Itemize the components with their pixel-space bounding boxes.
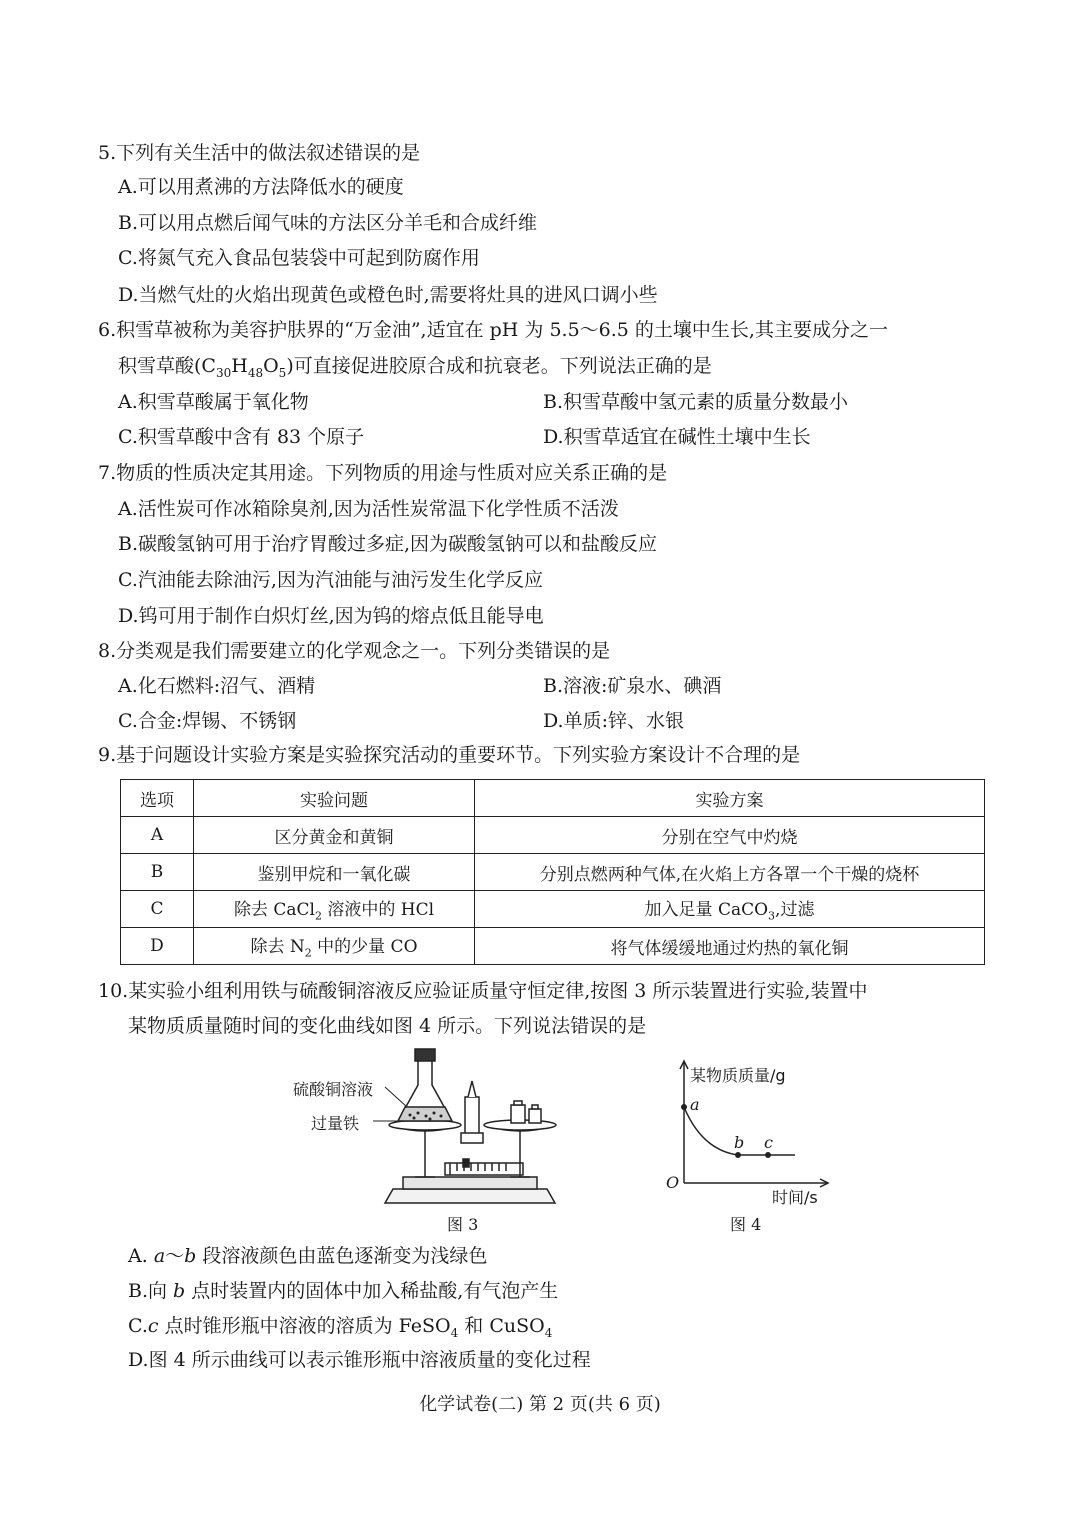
cell-plan: 加入足量 CaCO$_3$,过滤 bbox=[475, 891, 985, 928]
table-header-row bbox=[121, 780, 985, 817]
figure-3 bbox=[285, 1045, 575, 1215]
header-plan: 实验方案 bbox=[475, 780, 985, 817]
label-copper-sulfate-solution: 硫酸铜溶液 bbox=[293, 1080, 374, 1099]
q5-option-b: B.可以用点燃后闻气味的方法区分羊毛和合成纤维 bbox=[118, 212, 538, 234]
q10-option-d: D.图 4 所示曲线可以表示锥形瓶中溶液质量的变化过程 bbox=[128, 1349, 591, 1371]
cell-option: D bbox=[121, 928, 194, 965]
graph-x-label: 时间/s bbox=[772, 1188, 818, 1207]
q9-stem: 9.基于问题设计实验方案是实验探究活动的重要环节。下列实验方案设计不合理的是 bbox=[98, 744, 801, 766]
q9-table bbox=[120, 779, 985, 965]
point-b-marker bbox=[735, 1152, 741, 1158]
cell-plan: 分别点燃两种气体,在火焰上方各罩一个干燥的烧杯 bbox=[475, 854, 985, 891]
q5-option-c: C.将氮气充入食品包装袋中可起到防腐作用 bbox=[118, 247, 480, 269]
q10-option-b: B.向 b 点时装置内的固体中加入稀盐酸,有气泡产生 bbox=[128, 1280, 559, 1302]
q6-stem-line1: 6.积雪草被称为美容护肤界的“万金油”,适宜在 pH 为 5.5～6.5 的土壤中生长,其主要成分之一 bbox=[98, 319, 888, 341]
q6-option-a: A.积雪草酸属于氧化物 bbox=[118, 391, 309, 413]
q8-option-a: A.化石燃料:沼气、酒精 bbox=[118, 675, 316, 697]
q7-option-b: B.碳酸氢钠可用于治疗胃酸过多症,因为碳酸氢钠可以和盐酸反应 bbox=[118, 533, 658, 555]
cell-plan: 将气体缓缓地通过灼热的氧化铜 bbox=[475, 928, 985, 965]
graph-point-b: b bbox=[734, 1133, 745, 1152]
table-row bbox=[121, 928, 985, 965]
page-footer: 化学试卷(二) 第 2 页(共 6 页) bbox=[419, 1394, 661, 1415]
q6-stem-line2: 积雪草酸$(C_{30}H_{48}O_5)$可直接促进胶原合成和抗衰老。下列说法正确的是 bbox=[118, 355, 712, 380]
figure-3-caption: 图 3 bbox=[447, 1215, 479, 1234]
point-c-marker bbox=[765, 1152, 771, 1158]
q7-option-d: D.钨可用于制作白炽灯丝,因为钨的熔点低且能导电 bbox=[118, 605, 544, 627]
cell-problem: 除去 $N_2$ 中的少量 CO bbox=[194, 928, 475, 965]
cell-problem: 区分黄金和黄铜 bbox=[194, 817, 475, 854]
q10-option-a: A. a～b 段溶液颜色由蓝色逐渐变为浅绿色 bbox=[128, 1245, 488, 1267]
cell-problem: 除去 CaCl$_2$ 溶液中的 HCl bbox=[194, 891, 475, 928]
q8-option-b: B.溶液:矿泉水、碘酒 bbox=[543, 675, 722, 697]
q8-stem: 8.分类观是我们需要建立的化学观念之一。下列分类错误的是 bbox=[98, 640, 611, 662]
figure-4-caption: 图 4 bbox=[730, 1215, 762, 1234]
q10-option-c: C.c 点时锥形瓶中溶液的溶质为 FeSO$_4$ 和 CuSO$_4$ bbox=[128, 1315, 553, 1340]
q7-option-c: C.汽油能去除油污,因为汽油能与油污发生化学反应 bbox=[118, 569, 543, 591]
point-a-marker bbox=[681, 1104, 687, 1110]
q5-option-a: A.可以用煮沸的方法降低水的硬度 bbox=[118, 176, 404, 198]
header-problem: 实验问题 bbox=[194, 780, 475, 817]
cell-problem: 鉴别甲烷和一氧化碳 bbox=[194, 854, 475, 891]
graph-origin: O bbox=[666, 1173, 680, 1192]
q8-option-c: C.合金:焊锡、不锈钢 bbox=[118, 710, 297, 732]
table-row bbox=[121, 891, 985, 928]
figure-4 bbox=[660, 1055, 840, 1210]
graph-point-c: c bbox=[764, 1133, 773, 1152]
table-row bbox=[121, 854, 985, 891]
q5-option-d: D.当燃气灶的火焰出现黄色或橙色时,需要将灶具的进风口调小些 bbox=[118, 284, 658, 306]
q8-option-d: D.单质:锌、水银 bbox=[543, 710, 684, 732]
q6-option-c: C.积雪草酸中含有 83 个原子 bbox=[118, 426, 365, 448]
q6-option-d: D.积雪草适宜在碱性土壤中生长 bbox=[543, 426, 811, 448]
q10-stem-line2: 某物质质量随时间的变化曲线如图 4 所示。下列说法错误的是 bbox=[128, 1015, 647, 1037]
cell-option: B bbox=[121, 854, 194, 891]
q10-stem-line1: 10.某实验小组利用铁与硫酸铜溶液反应验证质量守恒定律,按图 3 所示装置进行实验,装置中 bbox=[98, 980, 868, 1002]
header-option: 选项 bbox=[121, 780, 194, 817]
graph-point-a: a bbox=[690, 1095, 700, 1114]
q7-option-a: A.活性炭可作冰箱除臭剂,因为活性炭常温下化学性质不活泼 bbox=[118, 498, 619, 520]
label-excess-iron: 过量铁 bbox=[311, 1114, 360, 1133]
cell-option: A bbox=[121, 817, 194, 854]
cell-option: C bbox=[121, 891, 194, 928]
q6-option-b: B.积雪草酸中氢元素的质量分数最小 bbox=[543, 391, 849, 413]
graph-y-label: 某物质质量/g bbox=[690, 1066, 786, 1085]
cell-plan: 分别在空气中灼烧 bbox=[475, 817, 985, 854]
q5-stem: 5.下列有关生活中的做法叙述错误的是 bbox=[98, 142, 421, 164]
q7-stem: 7.物质的性质决定其用途。下列物质的用途与性质对应关系正确的是 bbox=[98, 462, 668, 484]
table-row bbox=[121, 817, 985, 854]
